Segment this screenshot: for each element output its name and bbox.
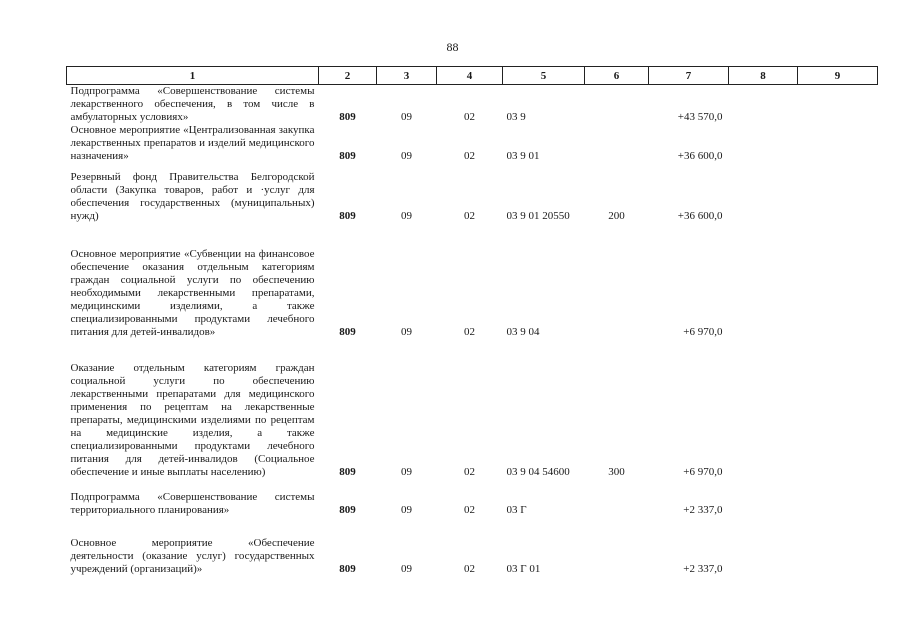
row-amount: +2 337,0 (683, 563, 723, 575)
header-col-5: 5 (503, 67, 585, 85)
row-grbs: 809 (339, 210, 356, 222)
header-col-9: 9 (798, 67, 878, 85)
row-col-9 (798, 491, 878, 517)
row-expense-type (585, 85, 649, 125)
page-number: 88 (446, 40, 459, 54)
row-name: Оказание отдельным категориям граждан социальной услуги по обеспечению лекарственными препаратами для медицинского применения по рецептам на лекарственные препараты, медицинскими изделиями по рецептам на медицинские изделия, а также специализированными продуктами лечебного питания для детей-инвалидов (Социальное обеспечение и иные выплаты населению) (70, 362, 315, 478)
row-section: 09 (401, 210, 412, 222)
row-subsection: 02 (464, 111, 475, 123)
row-col-9 (798, 85, 878, 125)
row-subsection: 02 (464, 504, 475, 516)
row-expense-type: 300 (608, 466, 625, 478)
row-amount: +36 600,0 (677, 150, 723, 162)
row-amount: +43 570,0 (677, 111, 723, 123)
row-col-9 (798, 339, 878, 479)
row-col-9 (798, 223, 878, 339)
row-subsection: 02 (464, 326, 475, 338)
table-row (67, 491, 878, 517)
row-amount: +36 600,0 (677, 210, 723, 222)
row-grbs: 809 (339, 326, 356, 338)
table-row (67, 517, 878, 576)
row-target-code: 03 9 04 (506, 326, 540, 338)
header-col-2: 2 (319, 67, 377, 85)
row-target-code: 03 9 01 (506, 150, 540, 162)
row-name: Резервный фонд Правительства Белгородской области (Закупка товаров, работ и ·услуг для обеспечения государственных (муниципальных) нужд) (70, 171, 315, 222)
row-section: 09 (401, 466, 412, 478)
table-row (67, 223, 878, 339)
budget-table (66, 66, 878, 576)
row-subsection: 02 (464, 563, 475, 575)
row-section: 09 (401, 504, 412, 516)
row-amount: +2 337,0 (683, 504, 723, 516)
row-col-8 (729, 85, 798, 125)
row-col-8 (729, 223, 798, 339)
table-row (67, 163, 878, 223)
row-grbs: 809 (339, 111, 356, 123)
row-target-code: 03 9 (506, 111, 526, 123)
header-col-1: 1 (67, 67, 319, 85)
row-target-code: 03 Г 01 (506, 563, 541, 575)
row-name: Основное мероприятие «Обеспечение деятельности (оказание услуг) государственных учреждений (организаций)» (70, 537, 315, 575)
header-col-8: 8 (729, 67, 798, 85)
row-grbs: 809 (339, 150, 356, 162)
row-col-8 (729, 491, 798, 517)
row-col-8 (729, 124, 798, 163)
row-grbs: 809 (339, 563, 356, 575)
row-section: 09 (401, 111, 412, 123)
spacer-cell (67, 479, 878, 491)
row-subsection: 02 (464, 466, 475, 478)
row-name: Основное мероприятие «Централизованная закупка лекарственных препаратов и изделий медицинского назначения» (70, 124, 315, 162)
row-amount: +6 970,0 (683, 326, 723, 338)
row-amount: +6 970,0 (683, 466, 723, 478)
header-col-6: 6 (585, 67, 649, 85)
row-section: 09 (401, 563, 412, 575)
table-row (67, 339, 878, 479)
row-expense-type (585, 517, 649, 576)
row-col-8 (729, 163, 798, 223)
row-col-9 (798, 517, 878, 576)
header-col-3: 3 (377, 67, 437, 85)
row-expense-type: 200 (608, 210, 625, 222)
header-col-7: 7 (649, 67, 729, 85)
row-spacer (67, 479, 878, 491)
row-section: 09 (401, 150, 412, 162)
row-col-8 (729, 517, 798, 576)
row-subsection: 02 (464, 210, 475, 222)
row-target-code: 03 9 04 54600 (506, 466, 570, 478)
row-grbs: 809 (339, 504, 356, 516)
row-expense-type (585, 124, 649, 163)
table-row (67, 85, 878, 125)
row-target-code: 03 Г (506, 504, 527, 516)
table-row (67, 124, 878, 163)
header-row (67, 67, 878, 85)
row-col-9 (798, 124, 878, 163)
row-subsection: 02 (464, 150, 475, 162)
row-name: Подпрограмма «Совершенствование системы территориального планирования» (70, 491, 315, 516)
header-col-4: 4 (437, 67, 503, 85)
row-expense-type (585, 491, 649, 517)
row-expense-type (585, 223, 649, 339)
row-grbs: 809 (339, 466, 356, 478)
row-target-code: 03 9 01 20550 (506, 210, 570, 222)
row-name: Основное мероприятие «Субвенции на финансовое обеспечение оказания отдельным категориям граждан социальной услуги по обеспечению необходимыми лекарственными препаратами, медицинскими изделиями, а также специализированными продуктами лечебного питания для детей-инвалидов» (70, 248, 315, 338)
row-col-8 (729, 339, 798, 479)
row-section: 09 (401, 326, 412, 338)
row-col-9 (798, 163, 878, 223)
row-name: Подпрограмма «Совершенствование системы лекарственного обеспечения, в том числе в амбулаторных условиях» (70, 85, 315, 123)
